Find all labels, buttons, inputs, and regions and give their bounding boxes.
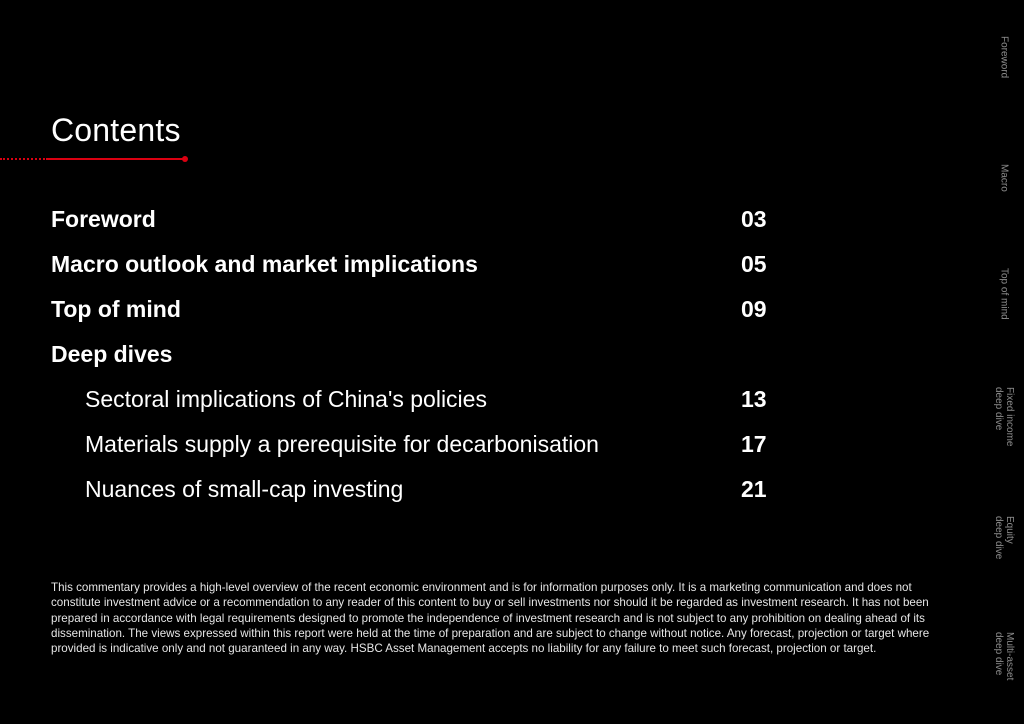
side-tab-label: deep dive: [993, 387, 1004, 431]
toc-item-page: 05: [741, 251, 767, 277]
side-navigation: [984, 0, 1024, 724]
toc-item-page: 17: [741, 431, 767, 457]
toc-section-label: Deep dives: [51, 341, 173, 367]
title-underline: [0, 157, 188, 161]
side-tab-macro[interactable]: [999, 164, 1010, 192]
title-underline-dot: [182, 156, 188, 162]
side-tab-label: deep dive: [993, 632, 1004, 676]
toc-item-foreword[interactable]: [51, 200, 781, 245]
toc-item-top-of-mind[interactable]: [51, 290, 781, 335]
side-tab-fixed-income[interactable]: [993, 387, 1015, 446]
side-tab-label: deep dive: [993, 516, 1004, 560]
side-tab-label: Fixed income: [1004, 387, 1015, 447]
toc-item-page: 09: [741, 296, 767, 322]
toc-section-deep-dives: [51, 335, 781, 380]
side-tab-multi-asset[interactable]: [993, 632, 1015, 680]
side-tab-label: Foreword: [998, 36, 1010, 79]
toc-item-small-cap[interactable]: [51, 470, 781, 515]
toc-item-materials-supply[interactable]: [51, 425, 781, 470]
side-tab-foreword[interactable]: [999, 36, 1010, 78]
title-underline-solid: [48, 158, 184, 160]
toc-item-label: Macro outlook and market implications: [51, 251, 478, 277]
toc-item-macro-outlook[interactable]: [51, 245, 781, 290]
toc-item-page: 13: [741, 386, 767, 412]
side-tab-equity[interactable]: [993, 516, 1015, 559]
title-underline-dotted: [0, 158, 48, 160]
toc-item-label: Sectoral implications of China's policies: [85, 386, 487, 412]
toc-item-label: Top of mind: [51, 296, 181, 322]
toc-item-label: Foreword: [51, 206, 156, 232]
page-title: Contents: [51, 112, 181, 148]
toc-item-label: Materials supply a prerequisite for decarbonisation: [85, 431, 599, 457]
disclaimer-text: This commentary provides a high-level overview of the recent economic environment and is for information purposes only. It is a marketing communication and does not constitute investment advice or a recommendation to any reader of this content to buy or sell investments nor should it be regarded as investment research. It has not been prepared in accordance with legal requirements designed to promote the independence of investment research and is not subject to any prohibition on dealing ahead of its dissemination. The views expressed within this report were held at the time of preparation and are subject to change without notice. Any forecast, projection or target where provided is indicative only and not guaranteed in any way. HSBC Asset Management accepts no liability for any failure to meet such forecast, projection or target.: [51, 581, 930, 656]
toc-item-china-policies[interactable]: [51, 380, 781, 425]
toc-item-page: 03: [741, 206, 767, 232]
table-of-contents: [51, 200, 781, 515]
toc-item-label: Nuances of small-cap investing: [85, 476, 404, 502]
side-tab-top-of-mind[interactable]: [999, 268, 1010, 320]
side-tab-label: Equity: [1004, 516, 1015, 544]
side-tab-label: Top of mind: [998, 268, 1010, 320]
side-tab-label: Macro: [998, 164, 1010, 192]
toc-item-page: 21: [741, 476, 767, 502]
side-tab-label: Multi-asset: [1004, 632, 1015, 681]
